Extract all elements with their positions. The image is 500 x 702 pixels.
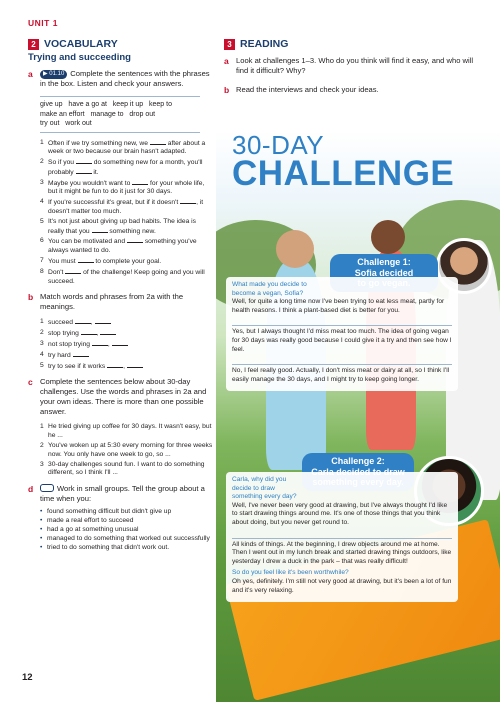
task-text: Complete the sentences with the phrases in the box. Listen and check your answers.: [40, 69, 210, 88]
reading-section: [224, 38, 486, 95]
list-item: 3 30-day challenges sound fun. I want to do something different, so I think I'll ...: [40, 460, 205, 477]
list-item: 1 Often if we try something new, we after about a week or two because our brain hasn't adapted.: [40, 138, 206, 156]
meaning-list: [40, 318, 213, 371]
interview-question: Carla, why did you decide to draw something every day?: [232, 476, 297, 501]
headline-bottom: CHALLENGE: [232, 154, 455, 193]
list-item: 2 stop trying ,: [40, 329, 213, 339]
task-c: c Complete the sentences below about 30-day challenges. Use the words and phrases in 2a and your own ideas. There is more than one possible answer.: [28, 377, 213, 417]
word-box-item: give up: [40, 101, 63, 108]
interview-answer: All kinds of things. At the beginning, I drew objects around me at home. Then I went out in my lunch break and started drawing things outdoors, like yesterday I drew a duck in the park – that was really difficult!: [232, 540, 452, 565]
answer-blank[interactable]: [112, 340, 128, 346]
list-item: 8 Don't of the challenge! Keep going and you will succeed.: [40, 267, 205, 285]
vocabulary-section: [28, 38, 213, 552]
page-number: 12: [22, 672, 33, 683]
task-text: Work in small groups. Tell the group about a time when you:: [40, 484, 205, 504]
interview-question: So do you feel like it's been worthwhile?: [232, 569, 349, 577]
list-item: 2 So if you do something new for a month, you'll probably it.: [40, 158, 203, 176]
list-item: 5 try to see if it works ,: [40, 362, 213, 372]
challenge2-badge: Challenge 2:: [302, 453, 414, 491]
task-letter: a: [28, 69, 33, 79]
task-text: Complete the sentences below about 30-day challenges. Use the words and phrases in 2a and your own ideas. There is more than one possible answer.: [40, 377, 207, 417]
speaking-icon: [40, 484, 54, 492]
list-item: 4 try hard: [40, 351, 213, 361]
audio-play-icon[interactable]: ▶ 01.10: [40, 70, 67, 79]
interview-answer: Well, for quite a long time now I've been trying to eat less meat, partly for health reasons. I think a plant-based diet is better for you.: [232, 298, 445, 314]
list-item: • managed to do something that worked out successfully: [40, 534, 213, 543]
sentence-list: [40, 139, 213, 287]
list-item: • found something difficult but didn't give up: [40, 507, 213, 516]
answer-blank[interactable]: [92, 227, 108, 233]
word-box-item: manage to: [90, 110, 124, 118]
answer-blank[interactable]: [75, 318, 91, 324]
word-box-item: keep to: [149, 101, 172, 108]
headline-top: 30-DAY: [232, 130, 325, 160]
unit-label: UNIT 1: [28, 18, 58, 28]
answer-blank[interactable]: [100, 329, 116, 335]
challenge2-interview: [226, 472, 458, 602]
answer-blank[interactable]: [127, 362, 143, 368]
section-title: READING: [240, 38, 289, 50]
c-sentence-list: [40, 423, 213, 478]
park-photo: [216, 130, 500, 702]
task-d: d Work in small groups. Tell the group about a time when you:: [28, 484, 205, 504]
task-text: Look at challenges 1–3. Who do you think will find it easy, and who will find it difficult? Why?: [236, 56, 474, 75]
task-a: a Look at challenges 1–3. Who do you think will find it easy, and who will find it difficult? Why?: [224, 56, 486, 76]
task-text: Read the interviews and check your ideas.: [236, 85, 379, 94]
question-gap-line: [232, 357, 452, 365]
word-box: [40, 96, 200, 133]
interview-answer: Yes, but I always thought I'd miss meat too much. The idea of going vegan for 30 days was really good because I could give it a try and then see how I feel.: [232, 328, 452, 353]
person-head: [371, 220, 405, 254]
list-item: 7 You must to complete your goal.: [40, 257, 162, 266]
task-b: b Match words and phrases from 2a with the meanings.: [28, 292, 213, 312]
answer-blank[interactable]: [132, 179, 148, 185]
answer-blank[interactable]: [92, 340, 108, 346]
answer-blank[interactable]: [127, 237, 143, 243]
answer-blank[interactable]: [107, 362, 123, 368]
list-item: 3 not stop trying ,: [40, 340, 213, 350]
list-item: • made a real effort to succeed: [40, 516, 213, 525]
answer-blank[interactable]: [180, 198, 196, 204]
d-bullet-list: [40, 507, 213, 552]
answer-blank[interactable]: [76, 168, 92, 174]
list-item: 5 It's not just about giving up bad habits. The idea is really that you something new.: [40, 217, 197, 235]
question-gap-line: [232, 318, 452, 326]
interview-answer: Oh yes, definitely. I'm still not very good at drawing, but it's been a lot of fun and it's very relaxing.: [232, 577, 452, 594]
answer-blank[interactable]: [78, 257, 94, 263]
word-box-item: try out: [40, 120, 60, 127]
list-item: • tried to do something that didn't work out.: [40, 543, 213, 552]
list-item: 2 You've woken up at 5:30 every morning for three weeks now. You only have one week to go, so ...: [40, 442, 213, 458]
answer-blank[interactable]: [150, 139, 166, 145]
challenge1-badge: Challenge 1: Sofia decided: [330, 254, 438, 292]
section-number: 3: [224, 39, 235, 50]
interview-question: What made you decide to become a vegan, Sofia?: [232, 281, 307, 297]
interview-answer: No, I feel really good. Actually, I don't miss meat or dairy at all, so I think I'll easily manage the 30 days, and I might try to keep going longer.: [232, 367, 450, 383]
question-gap-line: [232, 531, 452, 539]
word-box-item: keep it up: [112, 101, 144, 108]
list-item: 3 Maybe you wouldn't want to for your whole life, but it might be fun to do it just for 30 days.: [40, 178, 205, 196]
word-box-item: make an effort: [40, 110, 85, 118]
answer-blank[interactable]: [76, 158, 92, 164]
word-box-item: have a go at: [68, 101, 107, 108]
section-number: 2: [28, 39, 39, 50]
list-item: • had a go at something unusual: [40, 525, 213, 534]
word-box-item: work out: [65, 120, 92, 127]
list-item: 1 succeed ,: [40, 318, 213, 328]
task-a: [28, 69, 213, 89]
audio-track-number: 01.10: [49, 71, 65, 77]
task-text: Match words and phrases from 2a with the meanings.: [40, 292, 184, 312]
list-item: 6 You can be motivated and something you've always wanted to do.: [40, 237, 197, 255]
section-subtitle: Trying and succeeding: [28, 52, 131, 63]
word-box-item: drop out: [129, 110, 156, 118]
list-item: 1 He tried giving up coffee for 30 days. It wasn't easy, but he ...: [40, 423, 212, 440]
answer-blank[interactable]: [95, 318, 111, 324]
answer-blank[interactable]: [65, 268, 81, 274]
interview-answer: Well, I've never been very good at drawing, but I've always thought I'd like to start drawing things around me. It's one of those things that you think about doing, but you never get round to.: [232, 501, 448, 526]
list-item: 4 If you're successful it's great, but if it doesn't , it doesn't matter too much.: [40, 198, 204, 216]
person-head: [276, 230, 314, 268]
answer-blank[interactable]: [81, 329, 97, 335]
section-title: VOCABULARY: [44, 38, 118, 50]
task-b: b Read the interviews and check your ideas.: [224, 85, 379, 95]
challenge1-interview: [226, 277, 458, 391]
answer-blank[interactable]: [73, 351, 89, 357]
